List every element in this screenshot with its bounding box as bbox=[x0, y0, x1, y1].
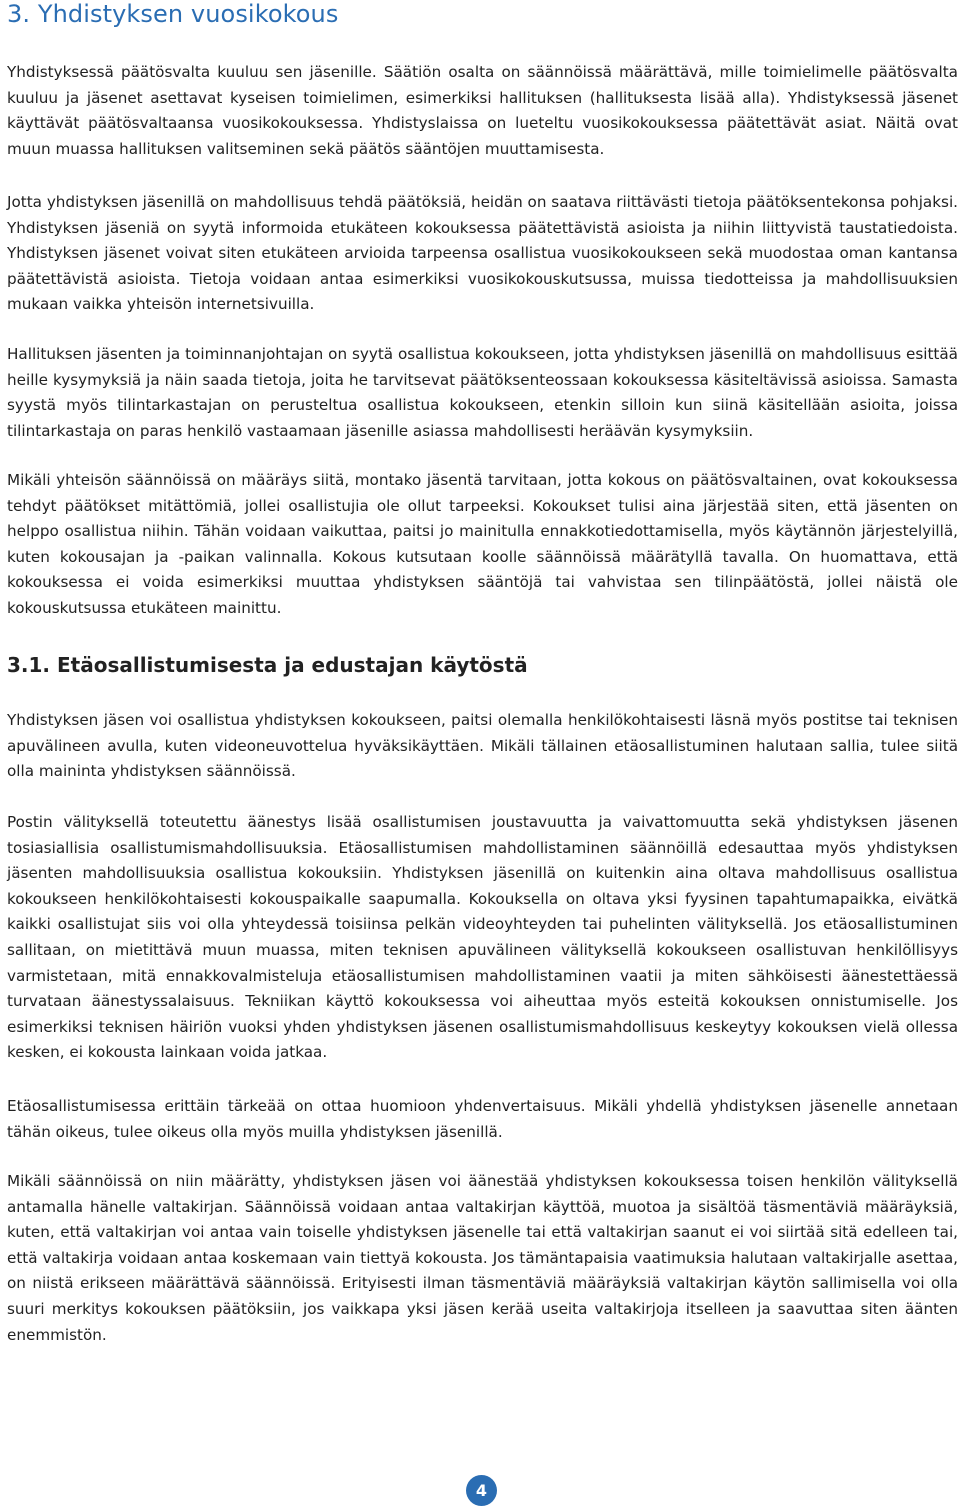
page-number-badge: 4 bbox=[466, 1475, 497, 1506]
section-paragraph-3: Etäosallistumisessa erittäin tärkeää on ottaa huomioon yhdenvertaisuus. Mikäli yhdellä yhdistyksen jäsenelle annetaan tähän oikeus, tulee oikeus olla myös muilla yhdistyksen jäsenillä. bbox=[7, 1097, 958, 1141]
document-page bbox=[7, 0, 960, 1344]
section-paragraph-2: Postin välityksellä toteutettu äänestys lisää osallistumisen joustavuutta ja vaivattomuutta sekä yhdistyksen jäsenen tosiasiallisia osallistumismahdollisuuksia. Etäosallistumisen mahdollistaminen säännöillä edesauttaa myös yhdistyksen jäsenten mahdollisuuksia osallistua kokouksiin. Yhdistyksen jäsenillä on kuitenkin aina oltava mahdollisuus osallistua kokoukseen henkilökohtaisesti kokouspaikalle saapumalla. Kokouksella on oltava yksi fyysinen tapahtumapaikka, eivätkä kaikki osallistujat siis voi olla yhteydessä toisiinsa pelkän videoyhteyden tai puhelinten välityksellä. Jos etäosallistuminen sallitaan, on mietittävä muun muassa, miten teknisen apuvälineen välityksellä kokoukseen osallistuvan henkilöllisyys varmistetaan, mitä ennakkovalmisteluja etäosallistumisen mahdollistaminen vaatii ja miten sähköisesti äänestettäessä turvataan äänestyssalaisuus. Tekniikan käyttö kokouksessa voi aiheuttaa myös esteitä kokouksen onnistumiselle. Jos esimerkiksi teknisen häiriön vuoksi yhden yhdistyksen jäsenen osallistumismahdollisuus keskeytyy kokouksen vielä ollessa kesken, ei kokousta lainkaan voida jatkaa. bbox=[7, 813, 958, 1062]
paragraph-3: Hallituksen jäsenten ja toiminnanjohtajan on syytä osallistua kokoukseen, jotta yhdistyksen jäsenillä on mahdollisuus esittää heille kysymyksiä ja näin saada tietoja, joita he tarvitsevat päätöksenteossaan kokouksessa käsiteltävissä asioissa. Samasta syystä myös tilintarkastajan on perusteltua osallistua kokoukseen, etenkin silloin kun siinä käsitellään asioita, joissa tilintarkastaja on paras henkilö vastaamaan jäsenille asiassa mahdollisesti heräävän kysymyksiin. bbox=[7, 345, 958, 440]
paragraph-1: Yhdistyksessä päätösvalta kuuluu sen jäsenille. Säätiön osalta on säännöissä määrättävä, mille toimielimelle päätösvalta kuuluu ja jäsenet asettavat kyseisen toimielimen, esimerkiksi hallituksen (hallituksesta lisää alla). Yhdistyksessä jäsenet käyttävät päätösvaltaansa vuosikokouksessa. Yhdistyslaissa on lueteltu vuosikokouksessa päätettävät asiat. Näitä ovat muun muassa hallituksen valitseminen sekä päätös sääntöjen muuttamisesta. bbox=[7, 63, 958, 158]
paragraph-4: Mikäli yhteisön säännöissä on määräys siitä, montako jäsentä tarvitaan, jotta kokous on päätösvaltainen, ovat kokouksessa tehdyt päätökset mitättömiä, jollei osallistujia ole ollut tarpeeksi. Kokoukset tulisi aina järjestää siten, että jäsenten on helppo osallistua niihin. Tähän voidaan vaikuttaa, paitsi jo mainitulla ennakkotiedottamisella, myös käytännön järjestelyillä, kuten kokousajan ja -paikan valinnalla. Kokous kutsutaan koolle säännöissä määrätyllä tavalla. On huomattava, että kokouksessa ei voida esimerkiksi muuttaa yhdistyksen sääntöjä tai vahvistaa sen tilinpäätöstä, jollei näistä ole kokouskutsussa etukäteen mainittu. bbox=[7, 471, 958, 617]
section-title: 3.1. Etäosallistumisesta ja edustajan käytöstä bbox=[7, 653, 528, 677]
paragraph-2: Jotta yhdistyksen jäsenillä on mahdollisuus tehdä päätöksiä, heidän on saatava riittävästi tietoja päätöksentekonsa pohjaksi. Yhdistyksen jäseniä on syytä informoida etukäteen kokouksessa päätettävistä asioista ja niihin liittyvistä taustatiedoista. Yhdistyksen jäsenet voivat siten etukäteen arvioida tarpeensa osallistua vuosikokoukseen sekä muodostaa oman kantansa päätettävistä asioista. Tietoja voidaan antaa esimerkiksi vuosikokouskutsussa, muissa tiedotteissa ja mahdollisuuksien mukaan vaikka yhteisön internetsivuilla. bbox=[7, 193, 958, 314]
chapter-title: 3. Yhdistyksen vuosikokous bbox=[7, 0, 339, 28]
section-paragraph-1: Yhdistyksen jäsen voi osallistua yhdistyksen kokoukseen, paitsi olemalla henkilökohtaisesti läsnä myös postitse tai teknisen apuvälineen avulla, kuten videoneuvottelua hyväksikäyttäen. Mikäli tällainen etäosallistuminen halutaan sallia, tulee siitä olla maininta yhdistyksen säännöissä. bbox=[7, 711, 958, 781]
section-paragraph-4: Mikäli säännöissä on niin määrätty, yhdistyksen jäsen voi äänestää yhdistyksen kokouksessa toisen henkilön välityksellä antamalla hänelle valtakirjan. Säännöissä voidaan antaa valtakirjan käyttöä, muotoa ja sisältöä täsmentäviä määräyksiä, kuten, että valtakirjan voi antaa vain toiselle yhdistyksen jäsenelle tai että valtakirjan saanut ei voi siirtää sitä edelleen tai, että valtakirja voidaan antaa koskemaan vain tiettyä kokousta. Jos tämäntapaisia vaatimuksia halutaan valtakirjalle asettaa, on niistä erikseen määrättävä säännöissä. Erityisesti ilman täsmentäviä määräyksiä valtakirjan käytön sallimisella voi olla suuri merkitys kokouksen päätöksiin, jos vaikkapa yksi jäsen kerää useita valtakirjoja itselleen ja saavuttaa siten äänten enemmistön. bbox=[7, 1172, 958, 1344]
